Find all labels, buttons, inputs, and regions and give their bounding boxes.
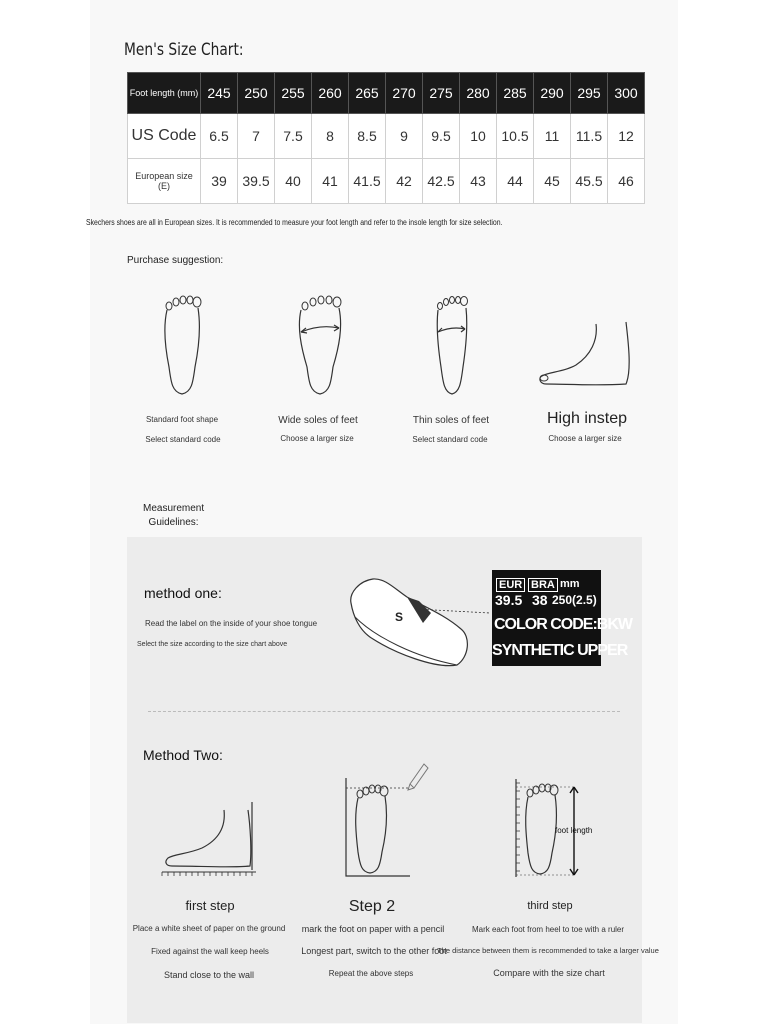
table-cell: 11.5 bbox=[571, 114, 608, 159]
label-eur-value: 39.5 bbox=[495, 592, 523, 608]
step2-title: Step 2 bbox=[348, 898, 396, 915]
method-divider bbox=[148, 711, 620, 712]
table-cell: 255 bbox=[275, 73, 312, 114]
wide-foot-icon bbox=[293, 292, 348, 402]
table-cell: 245 bbox=[201, 73, 238, 114]
label-bra-head: BRA bbox=[528, 578, 558, 592]
table-cell: 250 bbox=[238, 73, 275, 114]
foot-thin-name: Thin soles of feet bbox=[412, 415, 490, 426]
table-cell: 39.5 bbox=[238, 159, 275, 204]
table-cell: 300 bbox=[608, 73, 645, 114]
label-eur-head: EUR bbox=[496, 578, 525, 592]
table-cell: 8 bbox=[312, 114, 349, 159]
table-cell: 7.5 bbox=[275, 114, 312, 159]
step1-title: first step bbox=[185, 898, 235, 913]
label-mm-value: 250(2.5) bbox=[552, 593, 597, 607]
thin-foot-icon bbox=[428, 292, 478, 402]
method-one-line1: Read the label on the inside of your shoe tongue bbox=[145, 619, 318, 628]
standard-foot-icon bbox=[155, 292, 210, 402]
method-two-title: Method Two: bbox=[143, 747, 223, 763]
table-row-european-size bbox=[128, 159, 645, 204]
method-one-line2: Select the size according to the size chart above bbox=[137, 641, 288, 648]
foot-thin-advice: Select standard code bbox=[412, 435, 488, 444]
step3-title: third step bbox=[527, 900, 573, 912]
row-header: US Code bbox=[128, 114, 201, 159]
table-cell: 45 bbox=[534, 159, 571, 204]
label-color-code: COLOR CODE:BKW bbox=[494, 616, 632, 633]
table-cell: 42 bbox=[386, 159, 423, 204]
table-cell: 43 bbox=[460, 159, 497, 204]
table-cell: 12 bbox=[608, 114, 645, 159]
step1-line3: Stand close to the wall bbox=[163, 970, 255, 980]
label-bra-value: 38 bbox=[532, 592, 548, 608]
size-chart-table bbox=[127, 72, 645, 204]
foot-high-instep-name: High instep bbox=[546, 410, 628, 427]
label-mm-head: mm bbox=[560, 578, 580, 590]
step3-line3: Compare with the size chart bbox=[493, 968, 605, 978]
shoe-label-image bbox=[492, 570, 632, 666]
svg-text:S: S bbox=[395, 610, 404, 624]
foot-wide-advice: Choose a larger size bbox=[280, 434, 354, 443]
table-cell: 39 bbox=[201, 159, 238, 204]
foot-wide-name: Wide soles of feet bbox=[278, 415, 358, 426]
label-upper: SYNTHETIC UPPER bbox=[492, 642, 628, 659]
step2-line3: Repeat the above steps bbox=[328, 969, 414, 978]
measurement-heading bbox=[143, 502, 204, 530]
foot-standard-name: Standard foot shape bbox=[145, 415, 219, 424]
row-header: Foot length (mm) bbox=[128, 73, 201, 114]
step3-line1: Mark each foot from heel to toe with a ruler bbox=[471, 925, 625, 934]
table-cell: 10 bbox=[460, 114, 497, 159]
table-cell: 8.5 bbox=[349, 114, 386, 159]
table-cell: 6.5 bbox=[201, 114, 238, 159]
table-cell: 46 bbox=[608, 159, 645, 204]
step2-line2: Longest part, switch to the other foot bbox=[301, 946, 447, 956]
size-note: Skechers shoes are all in European sizes. It is recommended to measure your foot length and refer to the insole length for size selection. bbox=[86, 218, 503, 227]
table-cell: 40 bbox=[275, 159, 312, 204]
purchase-heading: Purchase suggestion: bbox=[127, 255, 224, 266]
step3-line2: The distance between them is recommended to take a larger value bbox=[437, 946, 659, 955]
high-instep-foot-icon bbox=[536, 320, 636, 390]
step1-foot-wall-icon bbox=[160, 800, 260, 880]
table-cell: 44 bbox=[497, 159, 534, 204]
table-cell: 295 bbox=[571, 73, 608, 114]
table-cell: 260 bbox=[312, 73, 349, 114]
table-cell: 41.5 bbox=[349, 159, 386, 204]
measurement-heading-line2: Guidelines: bbox=[148, 517, 199, 528]
table-cell: 41 bbox=[312, 159, 349, 204]
table-cell: 9.5 bbox=[423, 114, 460, 159]
table-cell: 280 bbox=[460, 73, 497, 114]
step2-line1: mark the foot on paper with a pencil bbox=[301, 924, 445, 934]
table-cell: 7 bbox=[238, 114, 275, 159]
foot-standard-advice: Select standard code bbox=[145, 435, 221, 444]
table-cell: 42.5 bbox=[423, 159, 460, 204]
table-cell: 275 bbox=[423, 73, 460, 114]
table-cell: 265 bbox=[349, 73, 386, 114]
step1-line1: Place a white sheet of paper on the ground bbox=[132, 924, 286, 933]
foot-length-label: foot length bbox=[555, 826, 593, 835]
table-cell: 45.5 bbox=[571, 159, 608, 204]
row-header: European size (E) bbox=[128, 159, 201, 204]
table-cell: 9 bbox=[386, 114, 423, 159]
page-title: Men's Size Chart: bbox=[124, 40, 244, 60]
step1-line2: Fixed against the wall keep heels bbox=[151, 947, 269, 956]
table-cell: 290 bbox=[534, 73, 571, 114]
table-row-us-code bbox=[128, 114, 645, 159]
measurement-heading-line1: Measurement bbox=[143, 503, 205, 514]
step2-foot-pencil-icon bbox=[340, 760, 435, 880]
table-cell: 270 bbox=[386, 73, 423, 114]
table-cell: 10.5 bbox=[497, 114, 534, 159]
table-row-foot-length bbox=[128, 73, 645, 114]
table-cell: 285 bbox=[497, 73, 534, 114]
foot-high-instep-advice: Choose a larger size bbox=[548, 434, 622, 443]
shoe-icon bbox=[345, 573, 490, 673]
method-one-title: method one: bbox=[144, 585, 222, 601]
table-cell: 11 bbox=[534, 114, 571, 159]
